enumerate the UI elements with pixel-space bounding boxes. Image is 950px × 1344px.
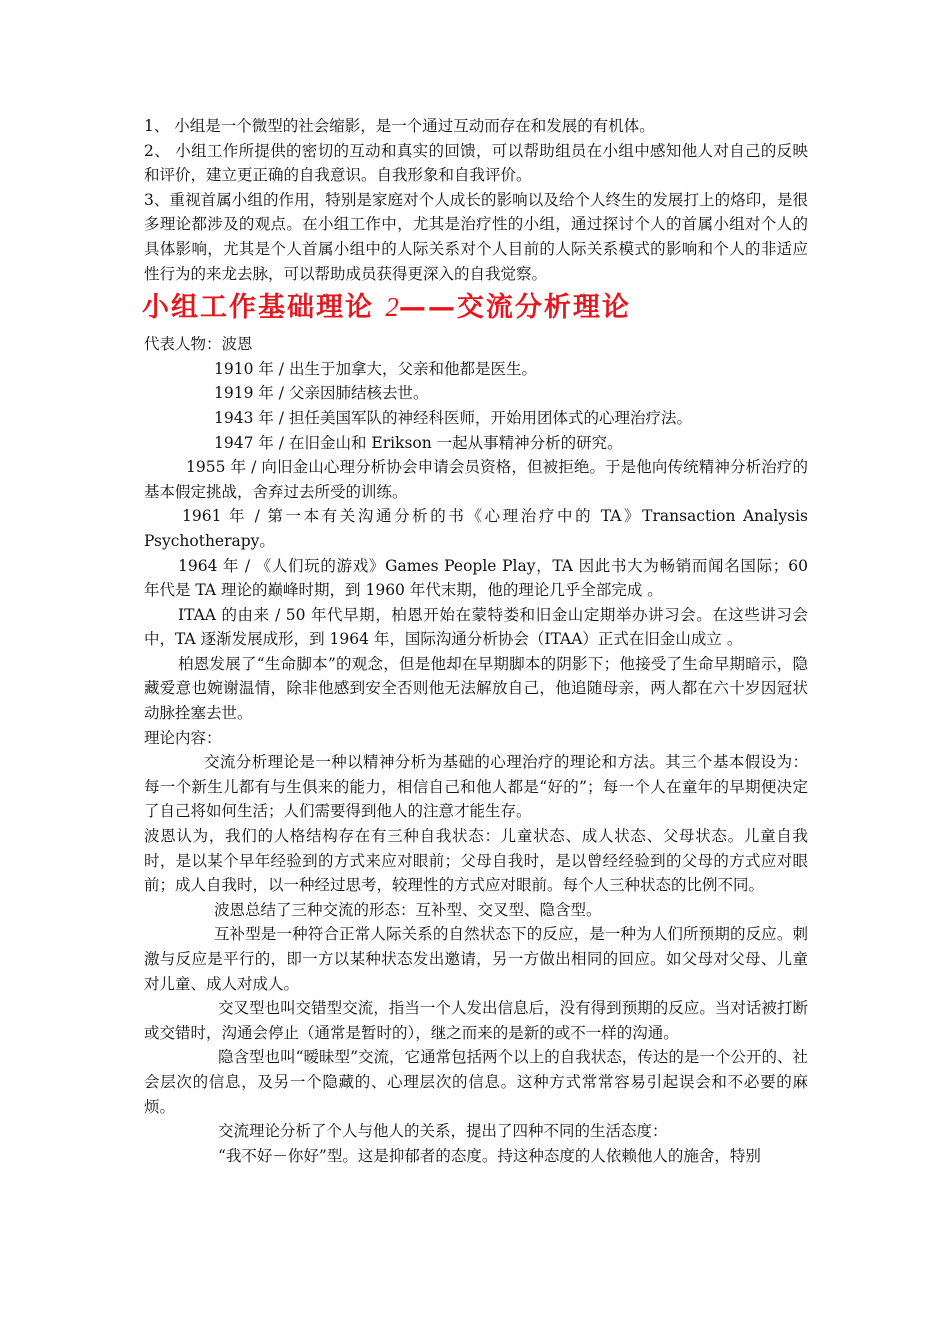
paragraph-theory-intro: 交流分析理论是一种以精神分析为基础的心理治疗的理论和方法。其三个基本假设为：每一个新生儿都有与生俱来的能力，相信自己和他人都是“好的”；每一个人在童年的早期便决定了自己将如何生活；人们需要得到他人的注意才能生存。 xyxy=(144,753,808,821)
paragraph-crossed: 交叉型也叫交错型交流，指当一个人发出信息后，没有得到预期的反应。当对话被打断或交错时，沟通会停止（通常是暂时的），继之而来的是新的或不一样的沟通。 xyxy=(144,999,808,1042)
document-page xyxy=(144,114,808,1168)
representative-label: 代表人物：波恩 xyxy=(144,335,253,354)
paragraph-not-ok-you-ok: “我不好－你好”型。这是抑郁者的态度。持这种态度的人依赖他人的施舍，特别 xyxy=(218,1146,761,1165)
paragraph-itaa: ITAA 的由来 / 50 年代早期，柏恩开始在蒙特娄和旧金山定期举办讲习会。在这些讲习会中，TA 逐渐发展成形，到 1964 年，国际沟通分析协会（ITAA）正式在旧金山成立 。 xyxy=(144,605,808,649)
paragraph-life-positions: 交流理论分析了个人与他人的关系，提出了四种不同的生活态度： xyxy=(218,1122,668,1141)
paragraph-1961: 1961 年 / 第一本有关沟通分析的书《心理治疗中的 TA》Transaction Analysis Psychotherapy。 xyxy=(144,507,808,550)
title-prefix: 小组工作基础理论 xyxy=(142,292,386,324)
paragraph-complementary: 互补型是一种符合正常人际关系的自然状态下的反应，是一种为人们所预期的反应。刺激与反应是平行的，即一方以某种状态发出邀请，另一方做出相同的回应。如父母对父母、儿童对儿童、成人对成人。 xyxy=(144,925,808,993)
timeline-1947: 1947 年 / 在旧金山和 Erikson 一起从事精神分析的研究。 xyxy=(214,433,623,452)
theory-content-label: 理论内容： xyxy=(144,728,222,747)
timeline-1919: 1919 年 / 父亲因肺结核去世。 xyxy=(214,384,429,403)
intro-item-2: 2、 小组工作所提供的密切的互动和真实的回馈，可以帮助组员在小组中感知他人对自己的反映和评价，建立更正确的自我意识。自我形象和自我评价。 xyxy=(144,141,808,185)
paragraph-1964: 1964 年 / 《人们玩的游戏》Games People Play，TA 因此书大为畅销而闻名国际；60 年代是 TA 理论的巅峰时期，到 1960 年代末期，他的理论几乎全部完成 。 xyxy=(144,556,808,600)
timeline-1943: 1943 年 / 担任美国军队的神经科医师，开始用团体式的心理治疗法。 xyxy=(214,408,692,427)
title-suffix: ——交流分析理论 xyxy=(398,292,631,324)
paragraph-ego-states: 波恩认为，我们的人格结构存在有三种自我状态：儿童状态、成人状态、父母状态。儿童自我时，是以某个早年经验到的方式来应对眼前；父母自我时，是以曾经经验到的父母的方式应对眼前；成人自我时，以一种经过思考，较理性的方式应对眼前。每个人三种状态的比例不同。 xyxy=(144,827,808,895)
paragraph-berne-script: 柏恩发展了“生命脚本”的观念，但是他却在早期脚本的阴影下；他接受了生命早期暗示，隐藏爱意也婉谢温情，除非他感到安全否则他无法解放自己，他追随母亲，两人都在六十岁因冠状动脉拴塞去世。 xyxy=(144,654,808,723)
paragraph-1955: 1955 年 / 向旧金山心理分析协会申请会员资格，但被拒绝。于是他向传统精神分析治疗的基本假定挑战，舍弃过去所受的训练。 xyxy=(144,458,808,501)
intro-item-1: 1、 小组是一个微型的社会缩影，是一个通过互动而存在和发展的有机体。 xyxy=(144,117,655,135)
timeline-1910: 1910 年 / 出生于加拿大，父亲和他都是医生。 xyxy=(214,359,537,378)
title-number: 2 xyxy=(385,292,399,323)
section-title xyxy=(142,290,808,325)
paragraph-three-types: 波恩总结了三种交流的形态：互补型、交叉型、隐含型。 xyxy=(214,900,602,919)
intro-item-3: 3、重视首属小组的作用，特别是家庭对个人成长的影响以及给个人终生的发展打上的烙印，是很多理论都涉及的观点。在小组工作中，尤其是治疗性的小组，通过探讨个人的首属小组对个人的具体影响，尤其是个人首属小组中的人际关系对个人目前的人际关系模式的影响和个人的非适应性行为的来龙去脉，可以帮助成员获得更深入的自我觉察。 xyxy=(144,190,808,283)
paragraph-ulterior: 隐含型也叫“暧昧型”交流，它通常包括两个以上的自我状态，传达的是一个公开的、社会层次的信息，及另一个隐藏的、心理层次的信息。这种方式常常容易引起误会和不必要的麻烦。 xyxy=(144,1048,808,1116)
